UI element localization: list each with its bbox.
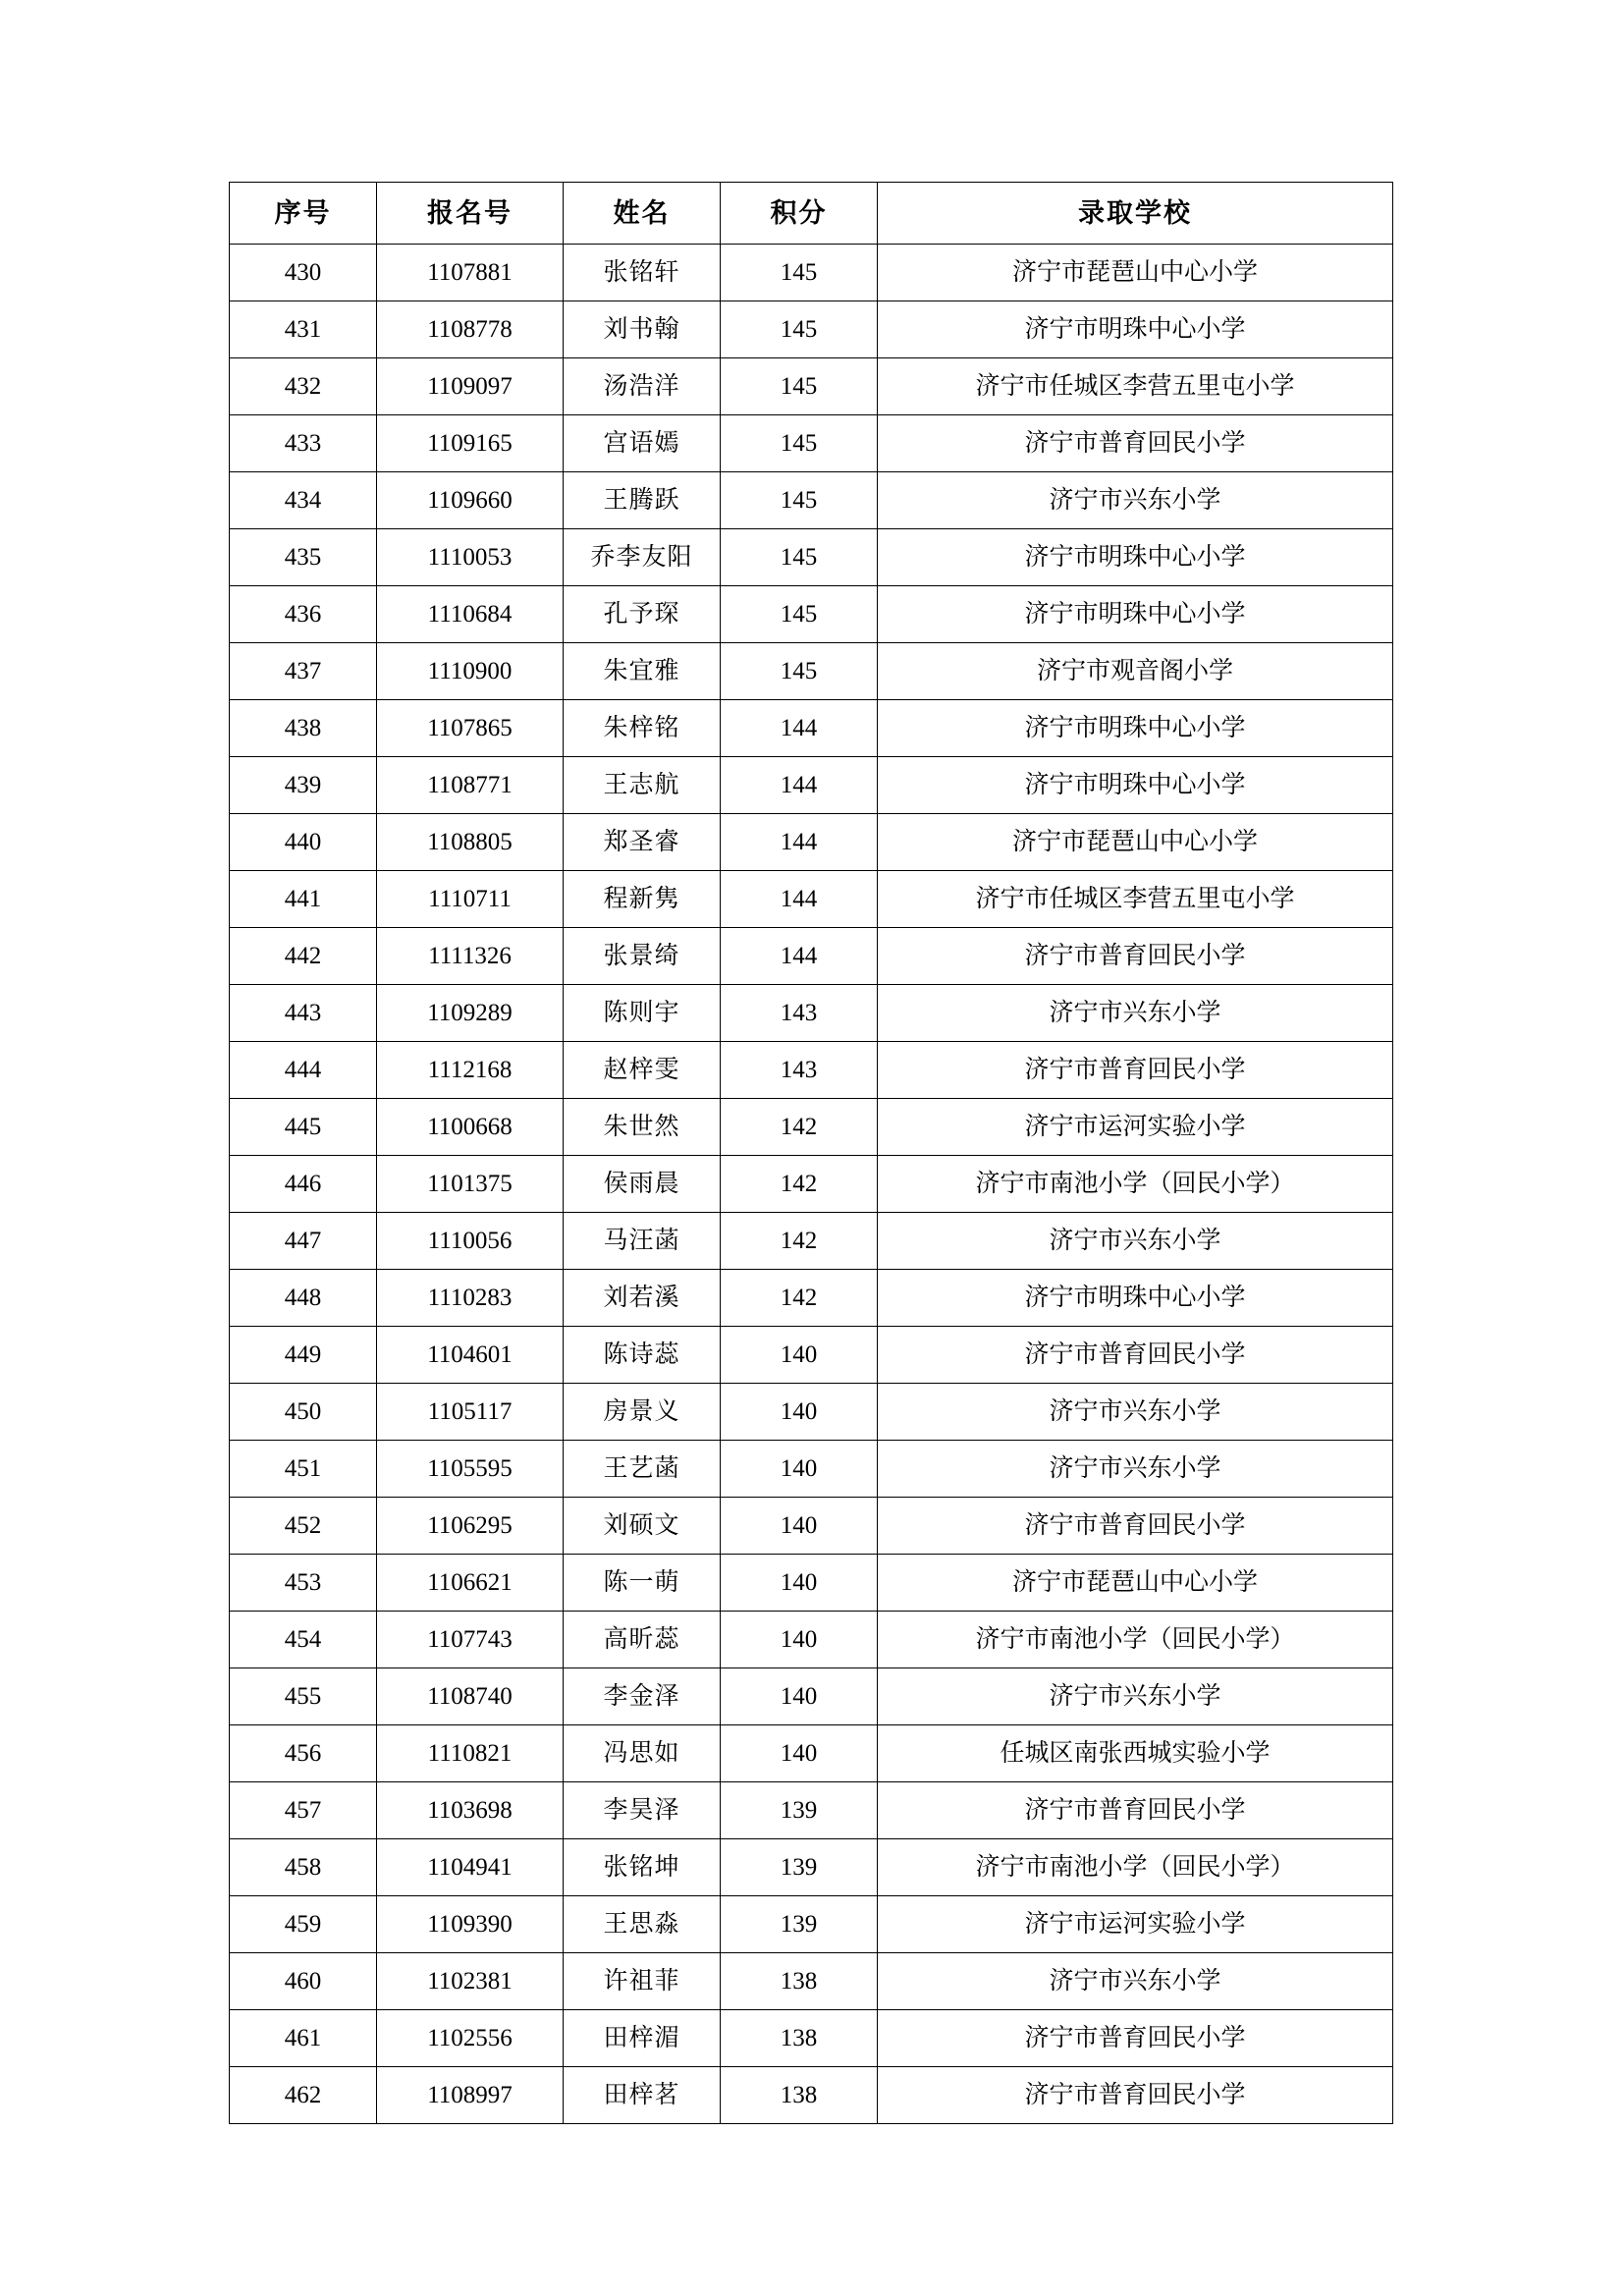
cell-name: 刘书翰 [564, 301, 721, 358]
cell-regno: 1108997 [377, 2067, 564, 2124]
cell-index: 459 [230, 1896, 377, 1953]
cell-school: 济宁市普育回民小学 [878, 1042, 1393, 1099]
cell-index: 460 [230, 1953, 377, 2010]
cell-regno: 1112168 [377, 1042, 564, 1099]
cell-name: 郑圣睿 [564, 814, 721, 871]
cell-name: 程新隽 [564, 871, 721, 928]
cell-score: 144 [721, 928, 878, 985]
cell-regno: 1104941 [377, 1839, 564, 1896]
cell-name: 张铭轩 [564, 245, 721, 301]
cell-school: 济宁市琵琶山中心小学 [878, 245, 1393, 301]
table-row [230, 2010, 1393, 2067]
table-row [230, 2067, 1393, 2124]
cell-score: 140 [721, 1612, 878, 1668]
cell-name: 朱世然 [564, 1099, 721, 1156]
cell-score: 142 [721, 1099, 878, 1156]
table-row [230, 529, 1393, 586]
cell-regno: 1108778 [377, 301, 564, 358]
table-row [230, 1668, 1393, 1725]
cell-index: 430 [230, 245, 377, 301]
cell-regno: 1110283 [377, 1270, 564, 1327]
cell-index: 454 [230, 1612, 377, 1668]
cell-school: 济宁市普育回民小学 [878, 1782, 1393, 1839]
cell-score: 140 [721, 1384, 878, 1441]
cell-name: 陈则宇 [564, 985, 721, 1042]
cell-school: 济宁市运河实验小学 [878, 1099, 1393, 1156]
table-row [230, 1384, 1393, 1441]
cell-name: 侯雨晨 [564, 1156, 721, 1213]
cell-index: 447 [230, 1213, 377, 1270]
cell-index: 444 [230, 1042, 377, 1099]
cell-index: 450 [230, 1384, 377, 1441]
cell-name: 陈诗蕊 [564, 1327, 721, 1384]
table-row [230, 814, 1393, 871]
cell-name: 孔予琛 [564, 586, 721, 643]
table-row [230, 1782, 1393, 1839]
cell-regno: 1111326 [377, 928, 564, 985]
cell-score: 138 [721, 1953, 878, 2010]
cell-regno: 1101375 [377, 1156, 564, 1213]
cell-score: 145 [721, 415, 878, 472]
cell-score: 139 [721, 1839, 878, 1896]
cell-index: 435 [230, 529, 377, 586]
cell-school: 济宁市琵琶山中心小学 [878, 1555, 1393, 1612]
cell-index: 457 [230, 1782, 377, 1839]
cell-score: 144 [721, 871, 878, 928]
table-header-row [230, 183, 1393, 245]
cell-school: 济宁市普育回民小学 [878, 2067, 1393, 2124]
cell-school: 济宁市运河实验小学 [878, 1896, 1393, 1953]
cell-name: 赵梓雯 [564, 1042, 721, 1099]
cell-index: 453 [230, 1555, 377, 1612]
cell-regno: 1107865 [377, 700, 564, 757]
table-body [230, 245, 1393, 2124]
cell-score: 145 [721, 472, 878, 529]
cell-index: 443 [230, 985, 377, 1042]
cell-name: 乔李友阳 [564, 529, 721, 586]
admission-table-wrapper [229, 182, 1392, 2124]
cell-name: 田梓湄 [564, 2010, 721, 2067]
cell-index: 448 [230, 1270, 377, 1327]
table-row [230, 301, 1393, 358]
cell-name: 陈一萌 [564, 1555, 721, 1612]
cell-regno: 1110900 [377, 643, 564, 700]
cell-index: 437 [230, 643, 377, 700]
cell-index: 455 [230, 1668, 377, 1725]
cell-score: 144 [721, 700, 878, 757]
cell-school: 济宁市兴东小学 [878, 1384, 1393, 1441]
cell-name: 王志航 [564, 757, 721, 814]
cell-regno: 1109289 [377, 985, 564, 1042]
cell-score: 145 [721, 529, 878, 586]
cell-name: 刘硕文 [564, 1498, 721, 1555]
cell-name: 张铭坤 [564, 1839, 721, 1896]
cell-index: 451 [230, 1441, 377, 1498]
cell-regno: 1104601 [377, 1327, 564, 1384]
cell-score: 138 [721, 2010, 878, 2067]
cell-index: 445 [230, 1099, 377, 1156]
cell-school: 济宁市普育回民小学 [878, 2010, 1393, 2067]
table-row [230, 1042, 1393, 1099]
cell-school: 济宁市明珠中心小学 [878, 757, 1393, 814]
table-row [230, 1612, 1393, 1668]
cell-score: 139 [721, 1896, 878, 1953]
cell-index: 433 [230, 415, 377, 472]
cell-index: 452 [230, 1498, 377, 1555]
cell-school: 济宁市任城区李营五里屯小学 [878, 358, 1393, 415]
table-row [230, 928, 1393, 985]
column-header-score: 积分 [721, 183, 878, 245]
table-row [230, 1441, 1393, 1498]
cell-regno: 1106621 [377, 1555, 564, 1612]
cell-school: 济宁市兴东小学 [878, 1441, 1393, 1498]
cell-name: 张景绮 [564, 928, 721, 985]
table-row [230, 1555, 1393, 1612]
cell-score: 145 [721, 301, 878, 358]
cell-score: 143 [721, 985, 878, 1042]
admission-table [229, 182, 1393, 2124]
cell-school: 济宁市明珠中心小学 [878, 700, 1393, 757]
cell-school: 济宁市明珠中心小学 [878, 1270, 1393, 1327]
table-row [230, 1839, 1393, 1896]
cell-score: 140 [721, 1555, 878, 1612]
column-header-index: 序号 [230, 183, 377, 245]
cell-school: 济宁市兴东小学 [878, 1953, 1393, 2010]
cell-score: 145 [721, 643, 878, 700]
cell-score: 144 [721, 814, 878, 871]
cell-school: 济宁市兴东小学 [878, 1668, 1393, 1725]
cell-school: 济宁市南池小学（回民小学） [878, 1612, 1393, 1668]
cell-regno: 1107743 [377, 1612, 564, 1668]
cell-name: 朱宜雅 [564, 643, 721, 700]
table-row [230, 358, 1393, 415]
cell-school: 济宁市兴东小学 [878, 985, 1393, 1042]
cell-regno: 1109660 [377, 472, 564, 529]
cell-index: 462 [230, 2067, 377, 2124]
table-row [230, 245, 1393, 301]
cell-regno: 1110684 [377, 586, 564, 643]
cell-score: 142 [721, 1270, 878, 1327]
cell-index: 436 [230, 586, 377, 643]
cell-index: 438 [230, 700, 377, 757]
cell-score: 140 [721, 1725, 878, 1782]
table-row [230, 415, 1393, 472]
cell-name: 田梓茗 [564, 2067, 721, 2124]
column-header-regno: 报名号 [377, 183, 564, 245]
cell-regno: 1110056 [377, 1213, 564, 1270]
table-row [230, 1156, 1393, 1213]
cell-index: 458 [230, 1839, 377, 1896]
cell-regno: 1102381 [377, 1953, 564, 2010]
table-row [230, 871, 1393, 928]
cell-name: 刘若溪 [564, 1270, 721, 1327]
cell-name: 马汪菡 [564, 1213, 721, 1270]
cell-score: 140 [721, 1498, 878, 1555]
cell-score: 140 [721, 1668, 878, 1725]
cell-index: 456 [230, 1725, 377, 1782]
table-row [230, 1213, 1393, 1270]
cell-name: 王腾跃 [564, 472, 721, 529]
cell-regno: 1109390 [377, 1896, 564, 1953]
cell-index: 446 [230, 1156, 377, 1213]
cell-school: 济宁市琵琶山中心小学 [878, 814, 1393, 871]
cell-index: 449 [230, 1327, 377, 1384]
table-row [230, 1099, 1393, 1156]
cell-score: 139 [721, 1782, 878, 1839]
table-row [230, 985, 1393, 1042]
table-row [230, 700, 1393, 757]
cell-school: 任城区南张西城实验小学 [878, 1725, 1393, 1782]
cell-regno: 1108805 [377, 814, 564, 871]
table-row [230, 472, 1393, 529]
cell-school: 济宁市任城区李营五里屯小学 [878, 871, 1393, 928]
cell-score: 138 [721, 2067, 878, 2124]
cell-school: 济宁市普育回民小学 [878, 928, 1393, 985]
cell-score: 145 [721, 358, 878, 415]
table-row [230, 1498, 1393, 1555]
cell-name: 宫语嫣 [564, 415, 721, 472]
cell-school: 济宁市南池小学（回民小学） [878, 1839, 1393, 1896]
cell-name: 李昊泽 [564, 1782, 721, 1839]
table-row [230, 1953, 1393, 2010]
cell-regno: 1110821 [377, 1725, 564, 1782]
cell-regno: 1108771 [377, 757, 564, 814]
column-header-school: 录取学校 [878, 183, 1393, 245]
table-row [230, 643, 1393, 700]
cell-name: 房景义 [564, 1384, 721, 1441]
cell-index: 431 [230, 301, 377, 358]
table-row [230, 1896, 1393, 1953]
cell-index: 441 [230, 871, 377, 928]
cell-regno: 1109165 [377, 415, 564, 472]
column-header-name: 姓名 [564, 183, 721, 245]
table-row [230, 1725, 1393, 1782]
cell-score: 142 [721, 1213, 878, 1270]
cell-name: 王艺菡 [564, 1441, 721, 1498]
cell-regno: 1107881 [377, 245, 564, 301]
table-header [230, 183, 1393, 245]
cell-school: 济宁市明珠中心小学 [878, 586, 1393, 643]
cell-regno: 1109097 [377, 358, 564, 415]
cell-score: 145 [721, 245, 878, 301]
cell-school: 济宁市普育回民小学 [878, 1327, 1393, 1384]
cell-name: 高昕蕊 [564, 1612, 721, 1668]
cell-regno: 1106295 [377, 1498, 564, 1555]
cell-score: 142 [721, 1156, 878, 1213]
cell-regno: 1105117 [377, 1384, 564, 1441]
cell-index: 461 [230, 2010, 377, 2067]
cell-name: 王思淼 [564, 1896, 721, 1953]
cell-school: 济宁市兴东小学 [878, 1213, 1393, 1270]
cell-index: 432 [230, 358, 377, 415]
table-row [230, 1327, 1393, 1384]
cell-score: 140 [721, 1441, 878, 1498]
cell-regno: 1108740 [377, 1668, 564, 1725]
table-row [230, 586, 1393, 643]
cell-score: 145 [721, 586, 878, 643]
cell-name: 朱梓铭 [564, 700, 721, 757]
cell-school: 济宁市南池小学（回民小学） [878, 1156, 1393, 1213]
cell-school: 济宁市明珠中心小学 [878, 529, 1393, 586]
cell-regno: 1105595 [377, 1441, 564, 1498]
cell-school: 济宁市兴东小学 [878, 472, 1393, 529]
cell-school: 济宁市普育回民小学 [878, 1498, 1393, 1555]
cell-school: 济宁市普育回民小学 [878, 415, 1393, 472]
cell-name: 汤浩洋 [564, 358, 721, 415]
cell-school: 济宁市明珠中心小学 [878, 301, 1393, 358]
cell-index: 434 [230, 472, 377, 529]
cell-regno: 1110711 [377, 871, 564, 928]
cell-name: 许祖菲 [564, 1953, 721, 2010]
cell-score: 143 [721, 1042, 878, 1099]
table-row [230, 1270, 1393, 1327]
cell-index: 440 [230, 814, 377, 871]
cell-score: 140 [721, 1327, 878, 1384]
table-row [230, 757, 1393, 814]
cell-name: 李金泽 [564, 1668, 721, 1725]
cell-index: 442 [230, 928, 377, 985]
cell-score: 144 [721, 757, 878, 814]
cell-regno: 1100668 [377, 1099, 564, 1156]
cell-regno: 1110053 [377, 529, 564, 586]
cell-name: 冯思如 [564, 1725, 721, 1782]
cell-regno: 1102556 [377, 2010, 564, 2067]
cell-regno: 1103698 [377, 1782, 564, 1839]
cell-index: 439 [230, 757, 377, 814]
cell-school: 济宁市观音阁小学 [878, 643, 1393, 700]
